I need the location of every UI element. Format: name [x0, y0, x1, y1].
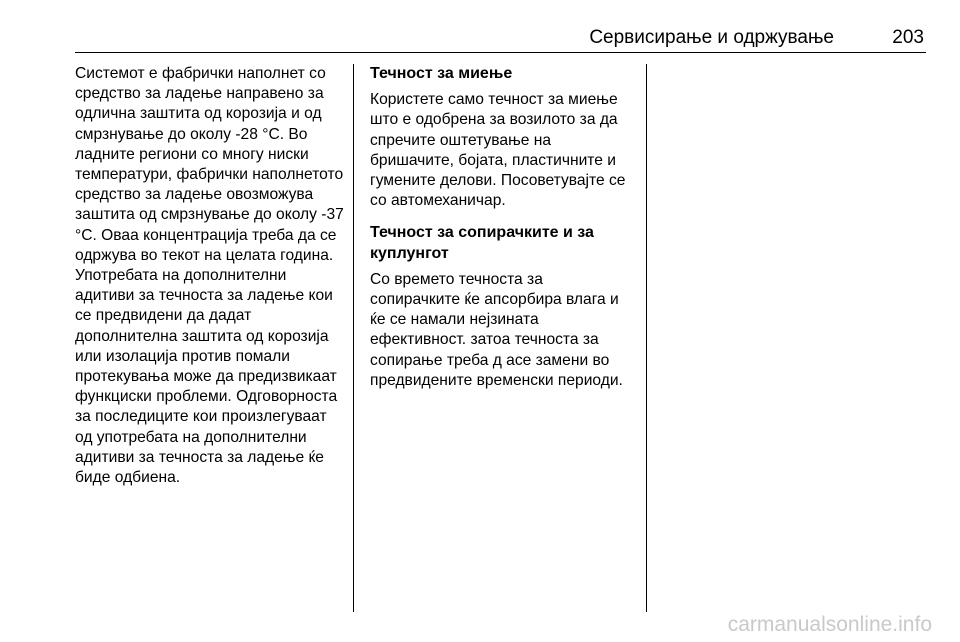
page-header — [75, 24, 926, 53]
section-title: Сервисирање и одржување — [589, 27, 834, 48]
page-number: 203 — [892, 27, 924, 48]
coolant-paragraph: Системот е фабрички наполнет со средство за ладење направено за одлична заштита од корозија и од смрзнување до околу -28 °C. Во ладните региони со многу ниски температури, фабрички наполнетото средство за ладење овозможува заштита од смрзнување до околу -37 °C. Оваа концентрација треба да се одржува во текот на целата година. Употребата на дополнителни адитиви за течноста за ладење кои се предвидени да дадат дополнителна заштита од корозија или изолација против помали протекувања може да предизвикаат функциски проблеми. Одговорноста за последиците кои произлегуваат од употребата на дополнителни адитиви за течноста за ладење ќе биде одбиена. — [75, 65, 344, 487]
right-column — [370, 64, 634, 391]
column-divider — [646, 64, 647, 612]
washer-fluid-heading: Течност за миење — [370, 65, 513, 82]
left-column — [75, 64, 347, 488]
column-divider — [353, 64, 354, 612]
washer-fluid-paragraph: Користете само течност за миење што е одобрена за возилото за да спречите оштетување на бришачите, бојата, пластичните и гумените делови. Посоветувајте се со автомеханичар. — [370, 91, 626, 210]
brake-fluid-paragraph: Со времето течноста за сопирачките ќе апсорбира влага и ќе се намали нејзината ефективност. затоа течноста за сопирање треба д асе замени во предвидените временски периоди. — [370, 270, 623, 389]
brake-fluid-heading: Течност за сопирачките и за куплунгот — [370, 224, 594, 262]
watermark: carmanualsonline.info — [727, 613, 932, 636]
